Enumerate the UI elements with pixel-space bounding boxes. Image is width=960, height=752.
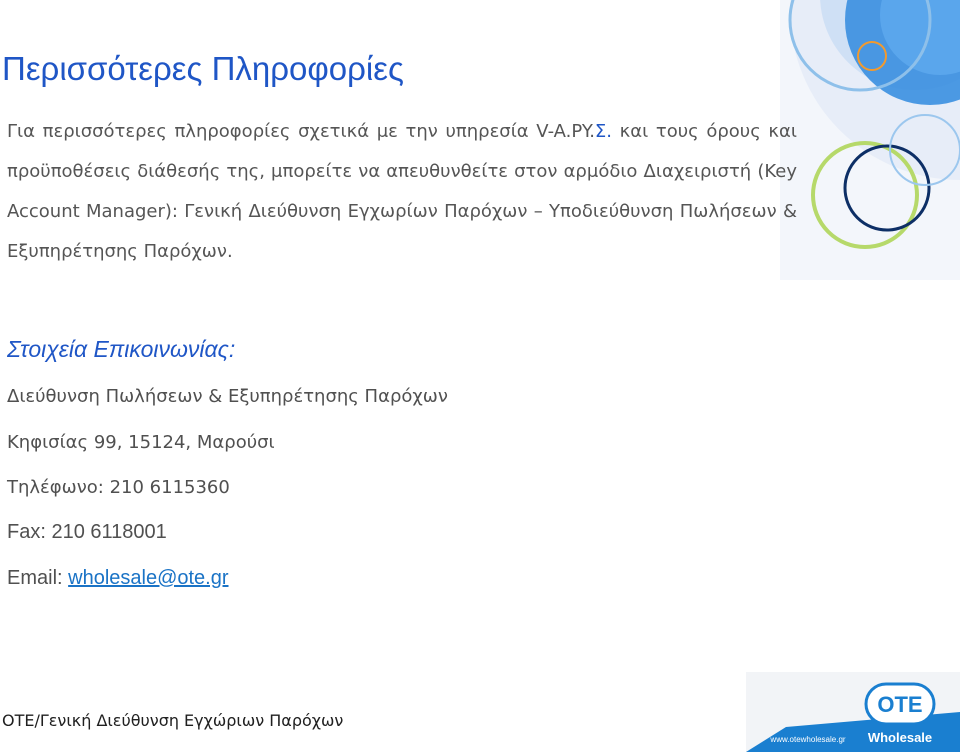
info-paragraph bbox=[7, 112, 797, 272]
contact-email-line bbox=[7, 567, 229, 590]
decorative-circles-graphic bbox=[780, 0, 960, 280]
email-label: Email: bbox=[7, 567, 69, 589]
contact-fax: Fax: 210 6118001 bbox=[7, 521, 167, 543]
logo-text: OTE bbox=[877, 692, 923, 717]
contact-phone: Τηλέφωνο: 210 6115360 bbox=[7, 477, 230, 498]
email-link[interactable]: wholesale@ote.gr bbox=[68, 567, 229, 589]
footer-text: ΟΤΕ/Γενική Διεύθυνση Εγχώριων Παρόχων bbox=[2, 711, 344, 730]
paragraph-part-1: Για περισσότερες πληροφορίες σχετικά με την υπηρεσία V-A.PY. bbox=[7, 121, 595, 142]
logo-url: www.otewholesale.gr bbox=[770, 735, 846, 744]
paragraph-part-3: και τους όρους και προϋποθέσεις διάθεσής της, μπορείτε να απευθυνθείτε στον αρμόδιο Διαχειριστή (Key Account Manager): Γενική Διεύθυνση Εγχωρίων Παρόχων – Υποδιεύθυνση Πωλήσεων & Εξυπηρέτησης Παρόχων. bbox=[7, 121, 797, 262]
contact-heading: Στοιχεία Επικοινωνίας: bbox=[7, 336, 236, 362]
ote-wholesale-logo bbox=[746, 672, 960, 752]
page-title: Περισσότερες Πληροφορίες bbox=[2, 50, 404, 87]
logo-sub: Wholesale bbox=[867, 730, 933, 745]
paragraph-highlight: Σ. bbox=[594, 121, 613, 142]
contact-address: Κηφισίας 99, 15124, Μαρούσι bbox=[7, 432, 275, 453]
contact-department: Διεύθυνση Πωλήσεων & Εξυπηρέτησης Παρόχων bbox=[7, 386, 448, 407]
